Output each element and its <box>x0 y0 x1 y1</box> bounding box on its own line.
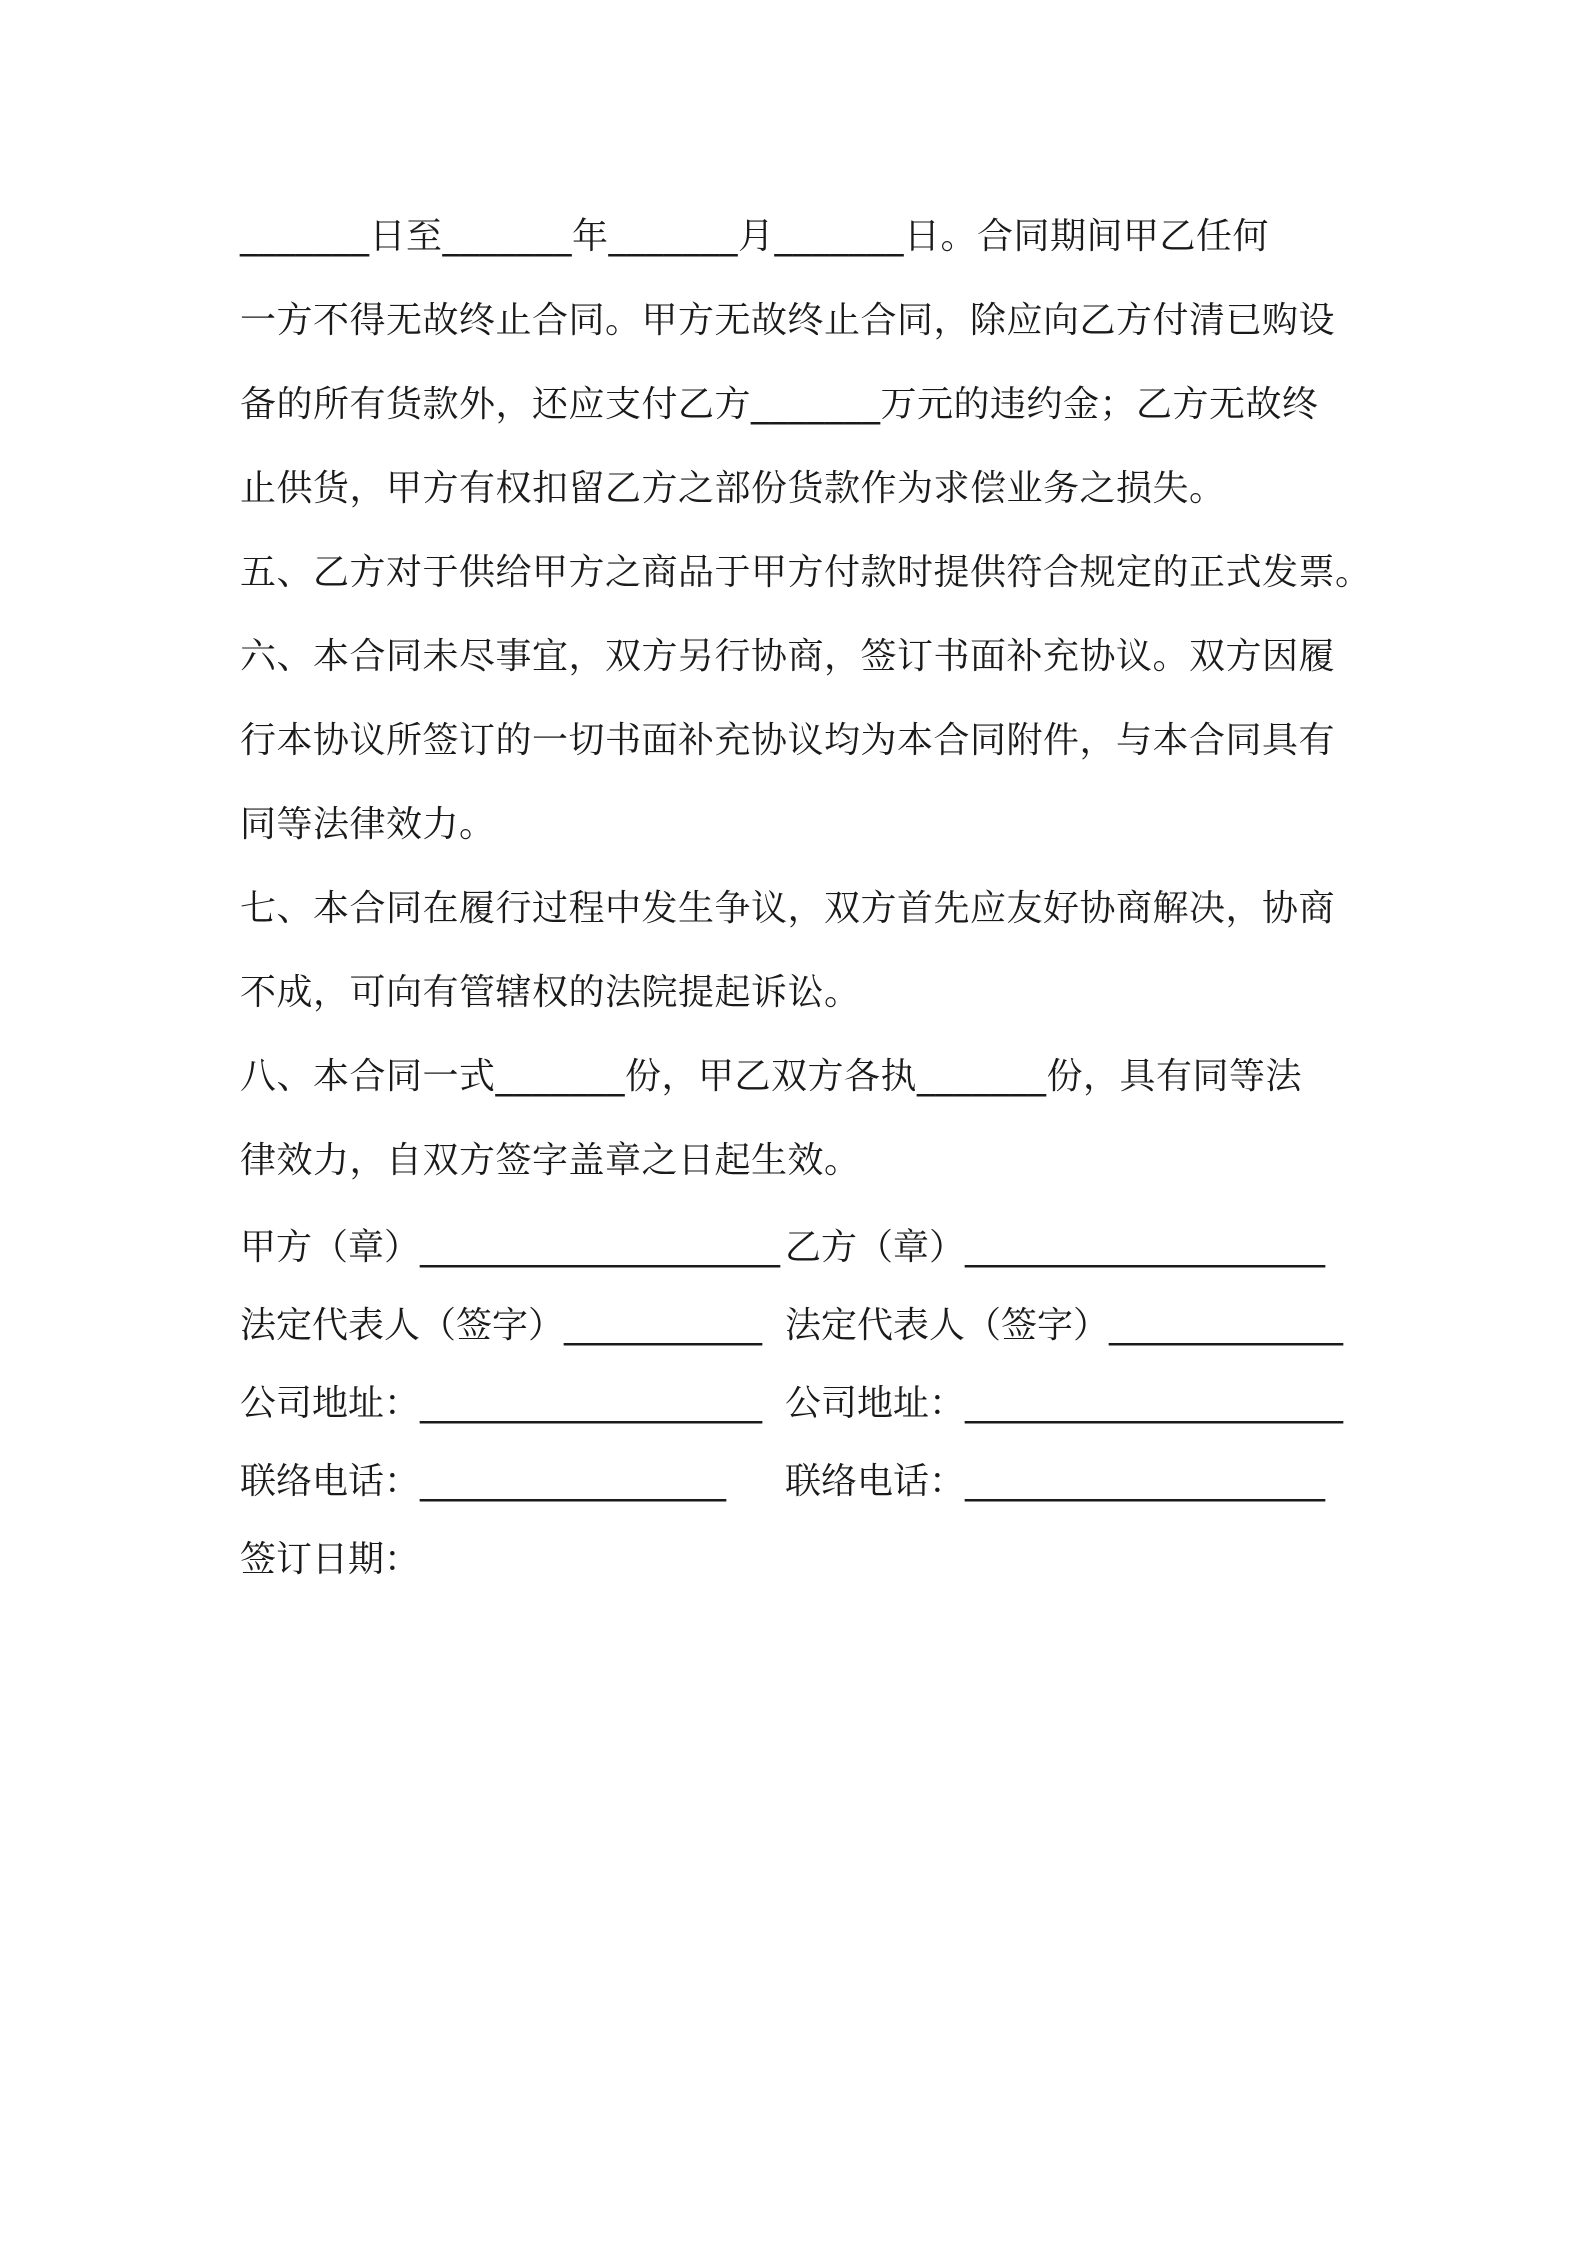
signature-block <box>240 1209 1365 1599</box>
party-b-rep-field: 法定代表人（签字）_____________ <box>785 1305 1344 1346</box>
clause-5-line: 五、乙方对于供给甲方之商品于甲方付款时提供符合规定的正式发票。 <box>240 552 1372 593</box>
sign-date-field: 签订日期： <box>240 1539 421 1580</box>
clause-7-line: 不成，可向有管辖权的法院提起诉讼。 <box>240 972 861 1013</box>
contract-body <box>240 195 1372 1599</box>
clause-7-line: 七、本合同在履行过程中发生争议，双方首先应友好协商解决，协商 <box>240 888 1336 929</box>
party-b-phone-field: 联络电话：____________________ <box>785 1461 1326 1502</box>
clause-6-line: 六、本合同未尽事宜，双方另行协商，签订书面补充协议。双方因履 <box>240 636 1336 677</box>
paragraph-line: 一方不得无故终止合同。甲方无故终止合同，除应向乙方付清已购设 <box>240 300 1336 341</box>
paragraph-line: _______日至_______年_______月_______日。合同期间甲乙任何 <box>240 216 1270 257</box>
representative-row <box>240 1287 1365 1365</box>
clause-8-line: 律效力，自双方签字盖章之日起生效。 <box>240 1140 861 1181</box>
party-b-seal-field: 乙方（章）____________________ <box>785 1227 1326 1268</box>
paragraph-line: 备的所有货款外，还应支付乙方_______万元的违约金；乙方无故终 <box>240 384 1319 425</box>
clause-8-line: 八、本合同一式_______份，甲乙双方各执_______份，具有同等法 <box>240 1056 1303 1097</box>
clause-6-line: 同等法律效力。 <box>240 804 496 845</box>
party-a-phone-field: 联络电话：_________________ <box>240 1461 727 1502</box>
party-a-seal-field: 甲方（章）____________________ <box>240 1227 781 1268</box>
party-a-address-field: 公司地址：___________________ <box>240 1383 763 1424</box>
seal-row <box>240 1209 1365 1287</box>
paragraph-line: 止供货，甲方有权扣留乙方之部份货款作为求偿业务之损失。 <box>240 468 1226 509</box>
party-a-rep-field: 法定代表人（签字）___________ <box>240 1305 763 1346</box>
phone-row <box>240 1443 1365 1521</box>
party-b-address-field: 公司地址：_____________________ <box>785 1383 1344 1424</box>
date-row <box>240 1521 1365 1599</box>
address-row <box>240 1365 1365 1443</box>
clause-6-line: 行本协议所签订的一切书面补充协议均为本合同附件，与本合同具有 <box>240 720 1336 761</box>
